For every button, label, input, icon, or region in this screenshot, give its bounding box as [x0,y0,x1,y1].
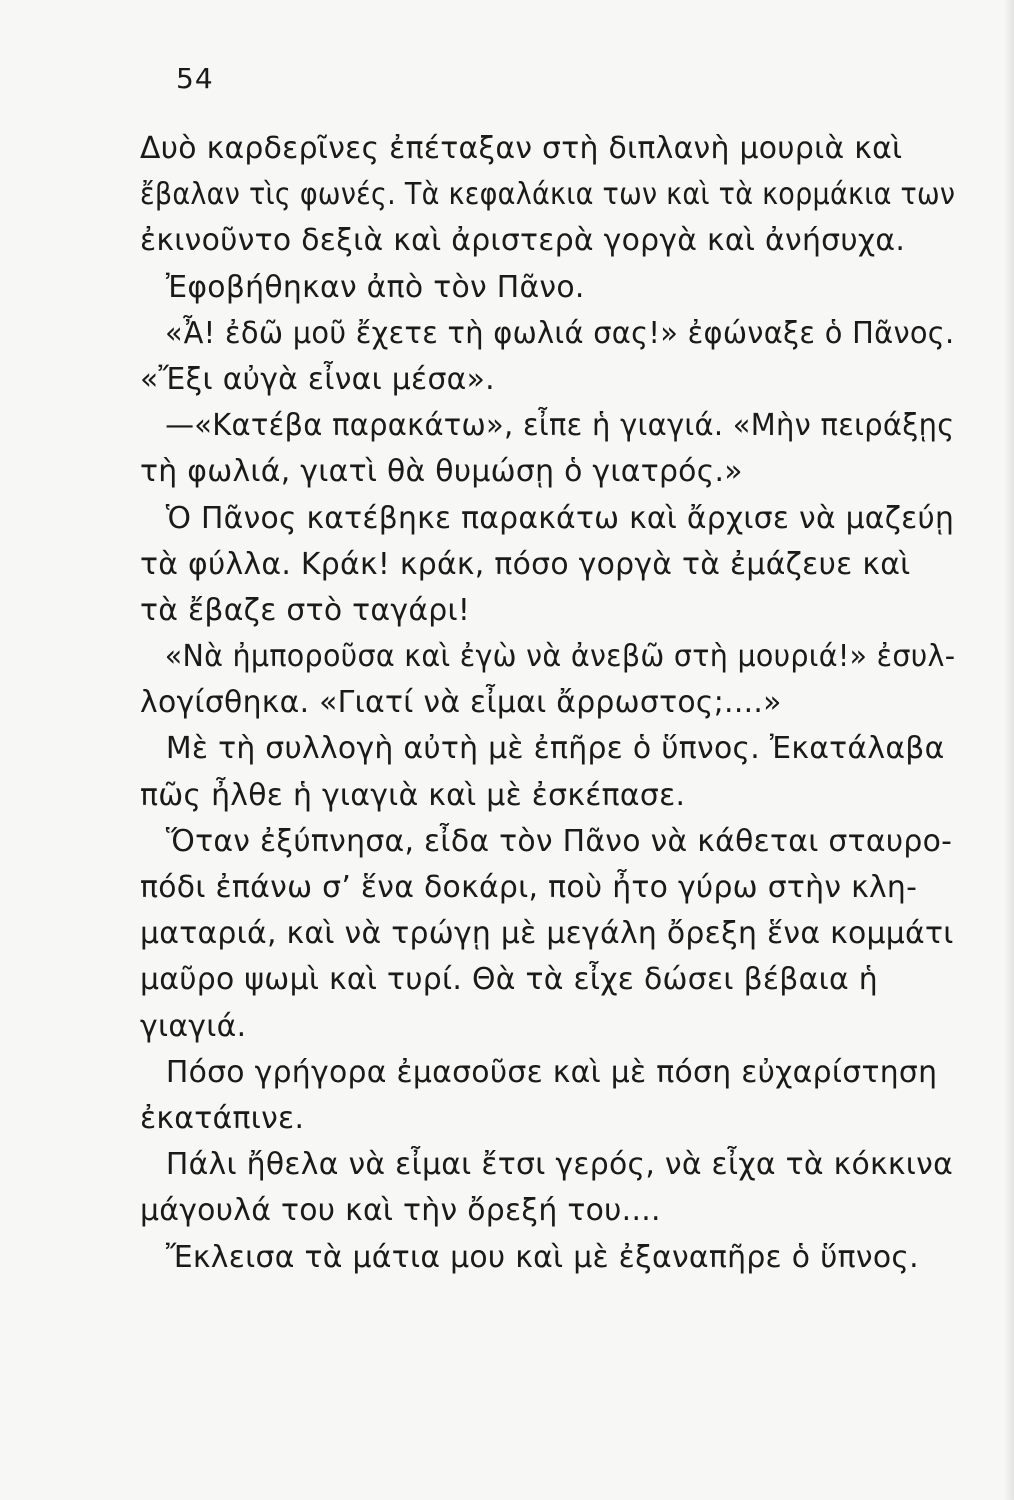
page-edge-shadow [1004,0,1014,1500]
text-line: τὰ φύλλα. Κράκ! κράκ, πόσο γοργὰ τὰ ἐμάζευε καὶ [140,546,911,582]
text-line: πῶς ἦλθε ἡ γιαγιὰ καὶ μὲ ἐσκέπασε. [140,777,686,813]
text-line: μάγουλά του καὶ τὴν ὄρεξή του.... [140,1193,661,1229]
text-line: γιαγιά. [140,1008,247,1044]
text-line: πόδι ἐπάνω σ’ ἕνα δοκάρι, ποὺ ἦτο γύρω στὴν κλη- [140,870,918,905]
text-line: Ἐφοβήθηκαν ἀπὸ τὸν Πᾶνο. [165,269,585,305]
text-line: λογίσθηκα. «Γιατί νὰ εἶμαι ἄρρωστος;....» [140,685,782,721]
text-line: «Νὰ ἠμποροῦσα καὶ ἐγὼ νὰ ἀνεβῶ στὴ μουριά!» ἐσυλ- [164,639,956,675]
text-line: τὴ φωλιά, γιατὶ θὰ θυμώσῃ ὁ γιατρός.» [140,454,743,490]
text-line: Πόσο γρήγορα ἐμασοῦσε καὶ μὲ πόση εὐχαρίστηση [165,1054,938,1090]
text-line: ἔβαλαν τὶς φωνές. Τὰ κεφαλάκια των καὶ τὰ κορμάκια των [140,177,956,213]
text-line: Ἔκλεισα τὰ μάτια μου καὶ μὲ ἐξαναπῆρε ὁ ὕπνος. [165,1239,919,1275]
text-line: «Ἔξι αὐγὰ εἶναι μέσα». [140,361,495,397]
text-line: Ὁ Πᾶνος κατέβηκε παρακάτω καὶ ἄρχισε νὰ μαζεύῃ [165,500,955,536]
text-line: ἐκινοῦντο δεξιὰ καὶ ἀριστερὰ γοργὰ καὶ ἀνήσυχα. [140,223,906,259]
body-text [140,126,960,1281]
text-line: Μὲ τὴ συλλογὴ αὐτὴ μὲ ἐπῆρε ὁ ὕπνος. Ἐκατάλαβα [165,731,945,767]
text-line: μαῦρο ψωμὶ καὶ τυρί. Θὰ τὰ εἶχε δώσει βέβαια ἡ [140,962,878,998]
text-line: Ὅταν ἐξύπνησα, εἶδα τὸν Πᾶνο νὰ κάθεται σταυρο- [165,823,953,859]
text-line: Πάλι ἤθελα νὰ εἶμαι ἔτσι γερός, νὰ εἶχα τὰ κόκκινα [165,1147,954,1183]
text-line: —«Κατέβα παρακάτω», εἶπε ἡ γιαγιά. «Μὴν πειράξῃς [165,408,955,444]
text-line: ματαριά, καὶ νὰ τρώγῃ μὲ μεγάλη ὄρεξη ἕνα κομμάτι [140,916,954,952]
text-line: Δυὸ καρδερῖνες ἐπέταξαν στὴ διπλανὴ μουριὰ καὶ [140,131,903,166]
page-number: 54 [176,62,214,95]
text-line: ἐκατάπινε. [140,1100,305,1136]
text-line: «Ἆ! ἐδῶ μοῦ ἔχετε τὴ φωλιά σας!» ἐφώναξε ὁ Πᾶνος. [165,315,955,351]
text-line: τὰ ἔβαζε στὸ ταγάρι! [140,592,471,628]
